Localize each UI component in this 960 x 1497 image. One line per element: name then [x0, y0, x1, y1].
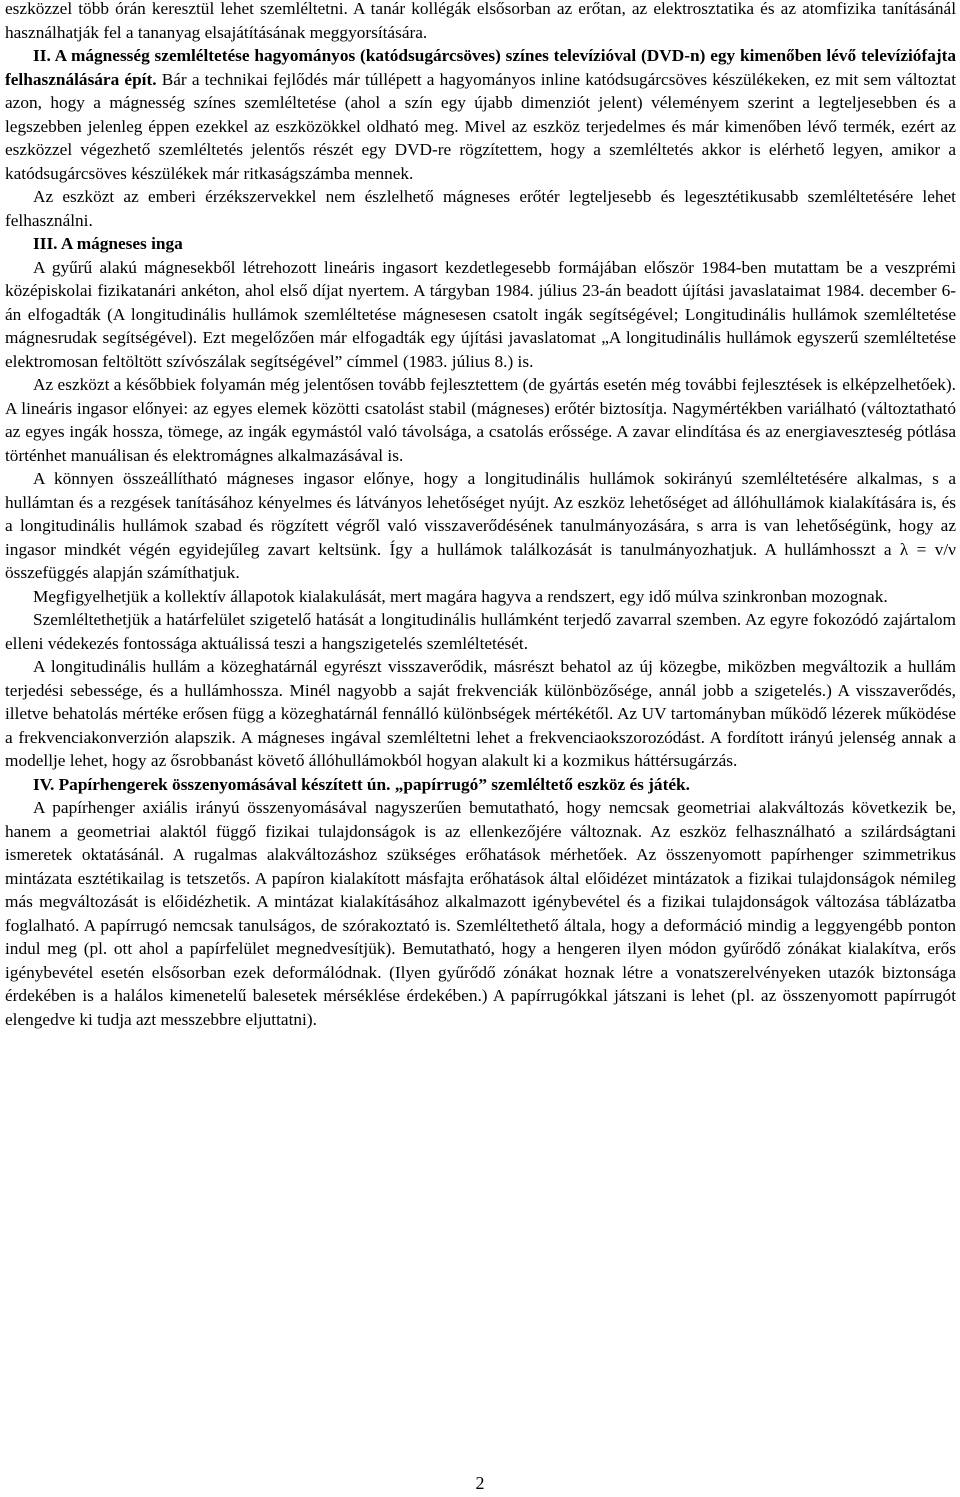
document-page — [5, 0, 956, 1031]
paragraph-insulation: Szemléltethetjük a határfelület szigetelő hatását a longitudinális hullámként terjedő zavarral szemben. Az egyre fokozódó zajártalom elleni védekezés fontossága aktuálissá teszi a hangszigetelés szemléltetését. — [5, 610, 956, 653]
section-iii-heading: III. A mágneses inga — [33, 234, 183, 253]
page-number: 2 — [475, 1473, 485, 1493]
section-ii-paragraph — [5, 44, 956, 185]
paragraph-collective-states: Megfigyelhetjük a kollektív állapotok kialakulását, mert magára hagyva a rendszert, egy idő múlva szinkronban mozognak. — [33, 586, 888, 606]
paragraph-perception: Az eszközt az emberi érzékszervekkel nem észlelhető mágneses erőtér legteljesebb és legesztétikusabb szemléltetésére lehet felhasználni. — [5, 187, 956, 230]
paragraph-development: Az eszközt a későbbiek folyamán még jelentősen tovább fejlesztettem (de gyártás esetén még további fejlesztések is elképzelhetőek). A lineáris ingasor előnyei: az egyes elemek közötti csatolást stabil (mágneses) erőtér biztosítja. Nagymértékben variálható (változtatható az egyes ingák hossza, tömege, az ingák egymástól való távolsága, a csatolás erőssége. A zavar elindítása és az energiaveszteség pótlása történhet manuálisan és elektromágnes alkalmazásával is. — [5, 375, 956, 465]
paragraph-paper-spring: A papírhenger axiális irányú összenyomásával nagyszerűen bemutatható, hogy nemcsak geometriai alakváltozás következik be, hanem a geometriai alaktól függő fizikai tulajdonságok is az ellenkezőjére változnak. Az eszköz felhasználható a szilárdságtani ismeretek oktatásánál. A rugalmas alakváltozáshoz szükséges erőhatások mérhetőek. Az összenyomott papírhenger szimmetrikus mintázata esztétikailag is tetszetős. A papíron kialakított másfajta erőhatások által előidézet mintázatok a fizikai tulajdonságok némileg más megváltozását is előidézhetik. A mintázat kialakításához alkalmazott igénybevétel és a fizikai tulajdonságok változása táblázatba foglalható. A papírrugó nemcsak tanulságos, de szórakoztató is. Szemléltethető általa, hogy a deformáció mindig a leggyengébb ponton indul meg (pl. ott ahol a papírfelület megnedvesítjük). Bemutatható, hogy a hengeren ilyen módon gyűrődő zónákat kialakítva, erős igénybevétel esetén elsősorban ezek deformálódnak. (Ilyen gyűrődő zónákat hoznak létre a vonatszerelvényeken utazók biztonsága érdekében is a halálos kimenetelű balesetek mérséklése érdekében.) A papírrugókkal játszani is lehet (pl. az összenyomott papírrugót elengedve ki tudja azt messzebbre eljuttatni). — [5, 798, 956, 1029]
paragraph-history: A gyűrű alakú mágnesekből létrehozott lineáris ingasort kezdetlegesebb formájában először 1984-ben mutattam be a veszprémi középiskolai fizikatanári ankéton, ahol első díjat nyertem. A tárgyban 1984. július 23-án beadott újítási javaslataimat 1984. december 6-án elfogadták (A longitudinális hullámok szemléltetése mágnesesen csatolt ingák segítségével; Longitudinális hullámok szemléltetése mágnesrudak segítségével). Ezt megelőzően már elfogadták egy újítási javaslatomat „A longitudinális hullámok egyszerű szemléltetése elektromosan feltöltött szívószálak segítségével” címmel (1983. július 8.) is. — [5, 257, 956, 371]
section-ii-body: Bár a technikai fejlődés már túllépett a hagyományos inline katódsugárcsöves készülékeken, ez mit sem változtat azon, hogy a mágnesség színes szemléltetése (ahol a szín egy újabb dimenziót jelent) véleményem szerint a legteljesebben és a legszebben jelenleg éppen ezekkel az eszközökkel oldható meg. Mivel az eszköz terjedelmes és már kimenőben lévő termék, ezért az eszközzel végezhető szemléltetés jelentős részét egy DVD-re rögzítettem, hogy a szemléltetés akkor is elérhető legyen, amikor a katódsugárcsöves készülékek már ritkaságszámba mennek. — [5, 69, 956, 183]
section-iv-heading: IV. Papírhengerek összenyomásával készített ún. „papírrugó” szemléltető eszköz és játék. — [33, 774, 690, 794]
paragraph-boundary: A longitudinális hullám a közeghatárnál egyrészt visszaverődik, másrészt behatol az új közegbe, miközben megváltozik a hullám terjedési sebessége, és a hullámhossza. Minél nagyobb a saját frekvenciák különbözősége, annál jobb a szigetelés.) A visszaverődés, illetve behatolás mértéke erősen függ a közeghatárnál fennálló különbségek mértékétől. Az UV tartományban működő lézerek működése a frekvenciakonverzión alapszik. A mágneses ingával szemléltetni lehet a frekvenciaokszorozódást. A fordított irányú jelenség annak a modellje lehet, hogy az ősrobbanást követő állóhullámokból hogyan alakult ki a kozmikus háttérsugárzás. — [5, 657, 956, 770]
paragraph-advantages: A könnyen összeállítható mágneses ingasor előnye, hogy a longitudinális hullámok sokirányú szemléltetésére alkalmas, s a hullámtan és a rezgések tanításához kényelmes és látványos lehetőséget nyújt. Az eszköz lehetőséget ad állóhullámok kialakítására is, és a longitudinális hullámok szabad és rögzített végről való visszaverődésének tanulmányozására, s arra is van lehetőségünk, hogy az ingasor mindkét végén egyidejűleg zavart keltsünk. Így a hullámok találkozását is tanulmányozhatjuk. A hullámhosszt a λ = v/ν összefüggés alapján számíthatjuk. — [5, 469, 956, 582]
section-ii-heading: II. A mágnesség szemléltetése hagyományos (katódsugárcsöves) színes televízióval (DVD-n) egy kimenőben lévő televíziófajta felhasználására épít. — [5, 46, 956, 89]
paragraph-intro-tail: eszközzel több órán keresztül lehet szemléltetni. A tanár kollégák elsősorban az erőtan, az elektrosztatika és az atomfizika tanításánál használhatják fel a tananyag elsajátításának meggyorsítására. — [5, 0, 956, 42]
